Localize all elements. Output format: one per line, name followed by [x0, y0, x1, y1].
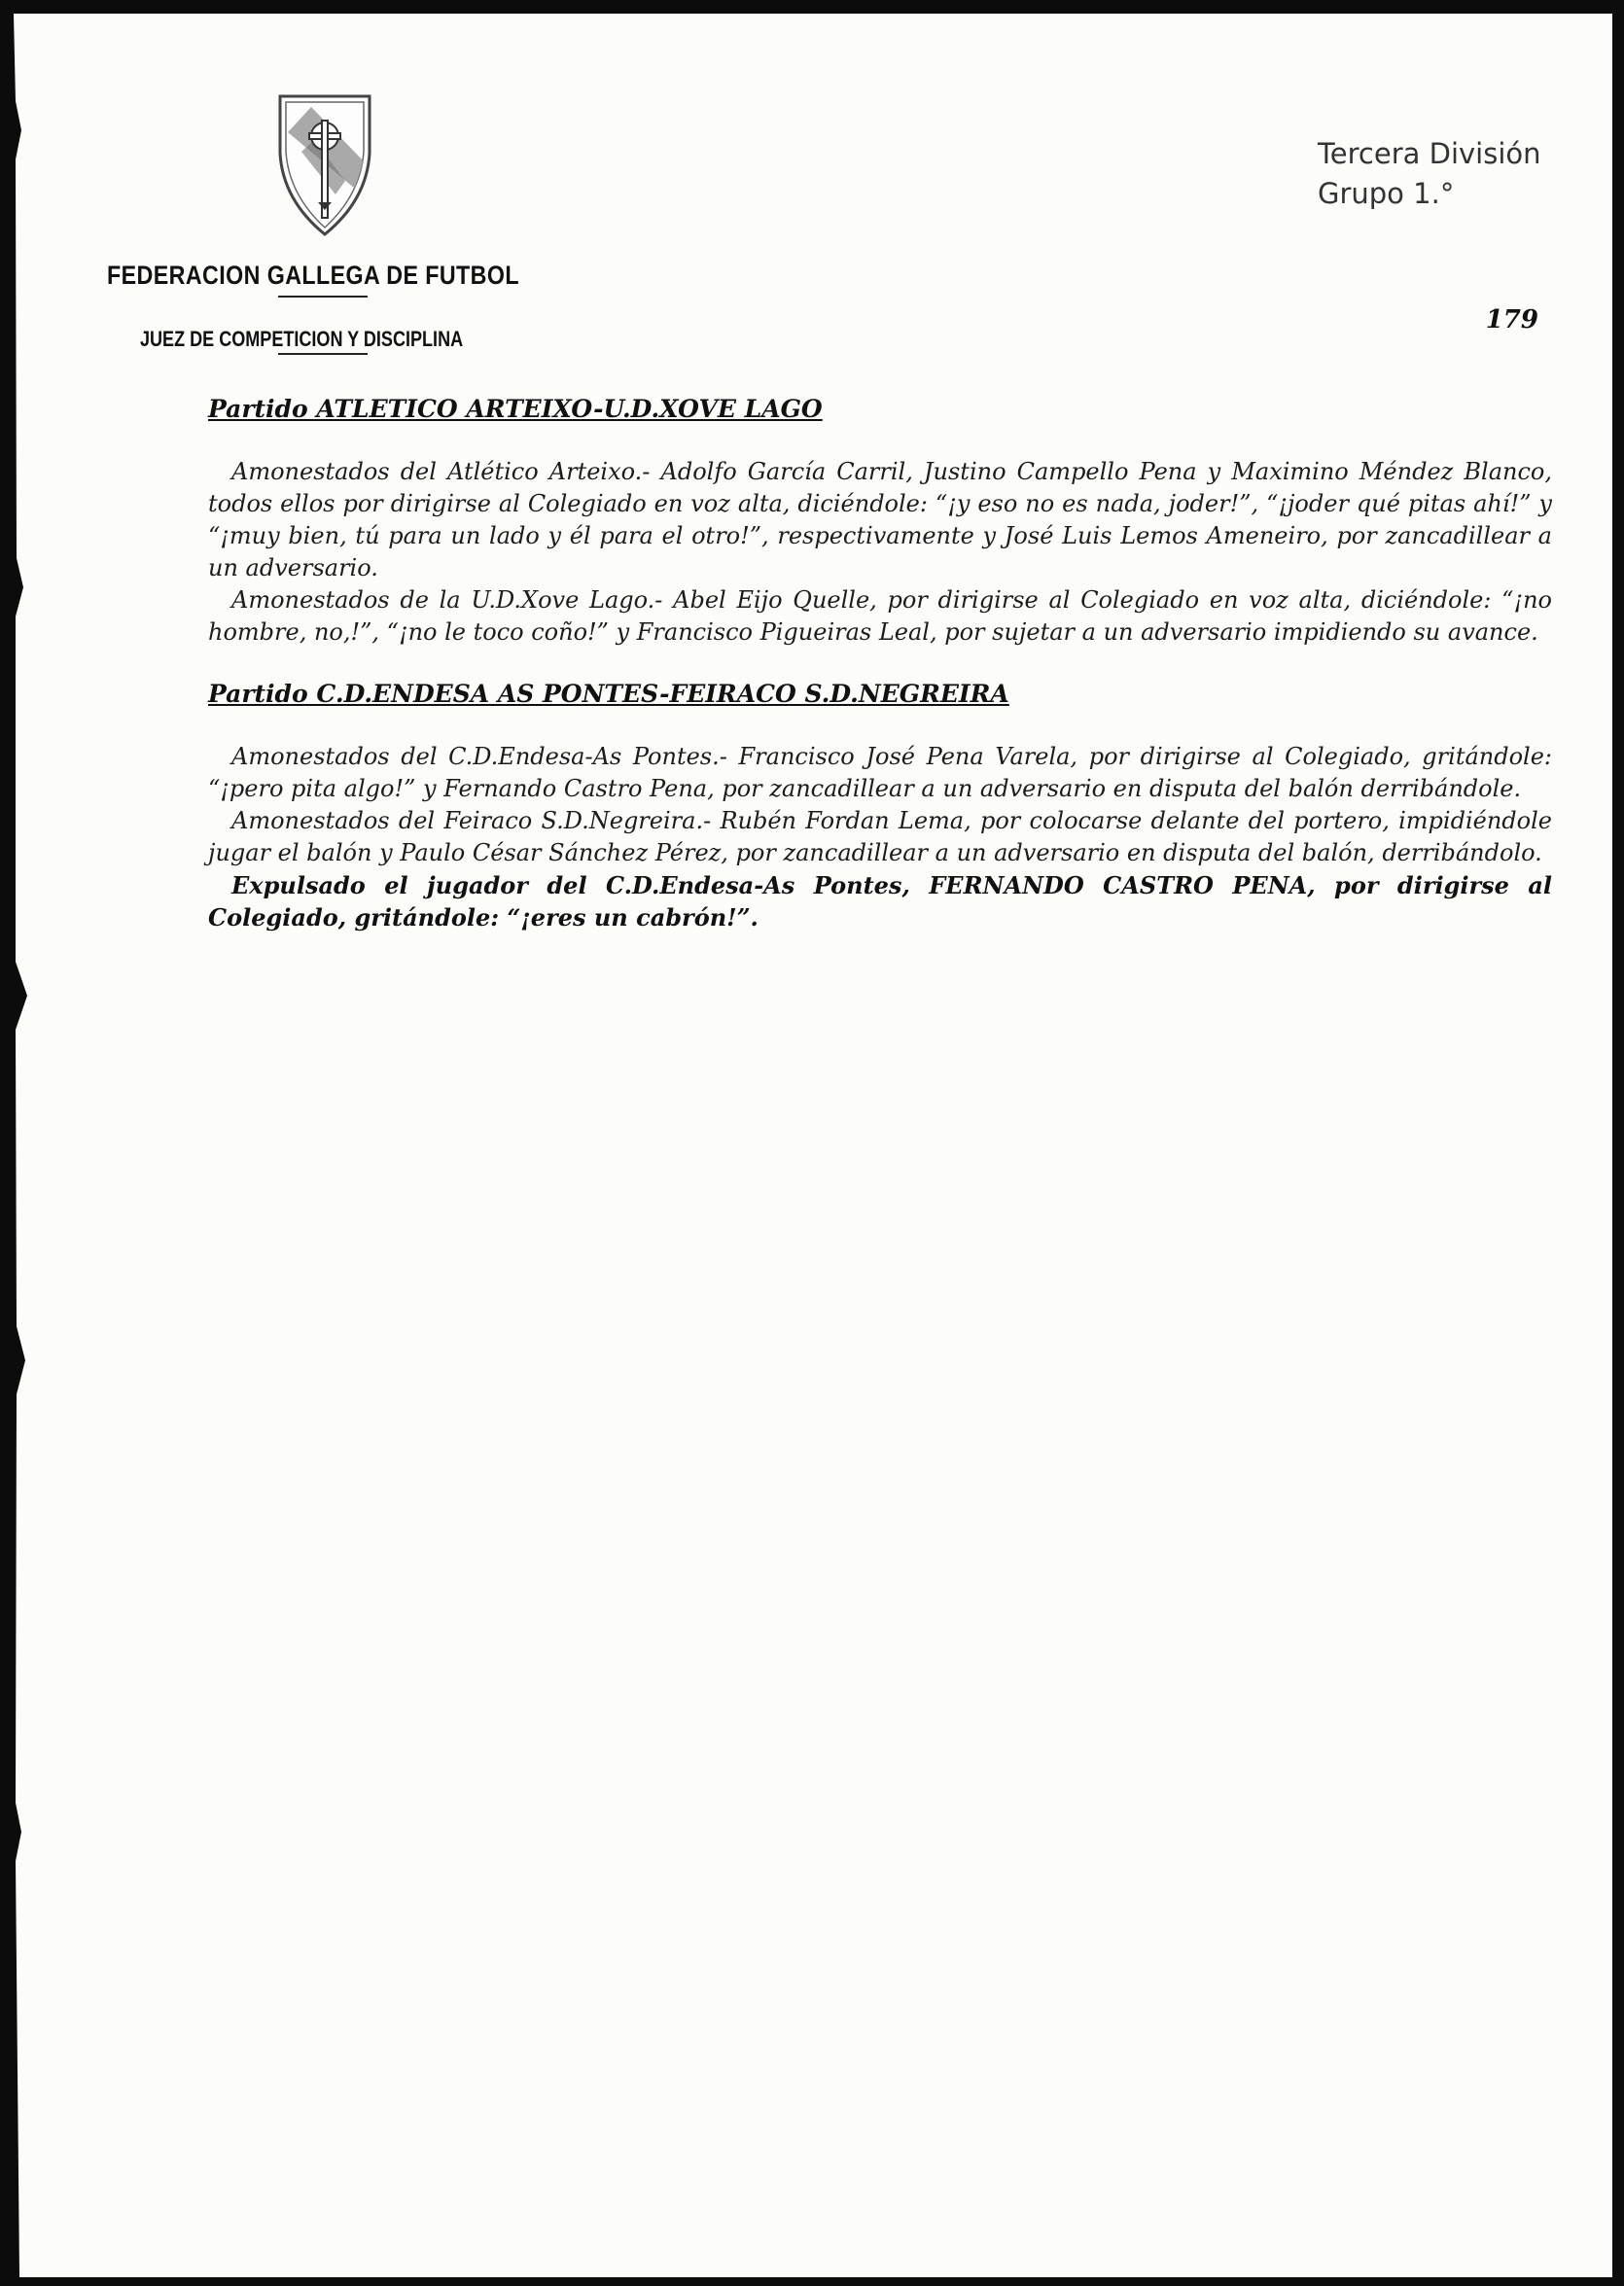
document-page — [14, 14, 1612, 2277]
sanction-paragraph: Amonestados del C.D.Endesa-As Pontes.- Francisco José Pena Varela, por dirigirse al Colegiado, gritándole: “¡pero pita algo!” y Fernando Castro Pena, por zancadillear a un adversario en disputa del balón derribándole. — [208, 743, 1552, 802]
sanction-paragraph: Amonestados del Feiraco S.D.Negreira.- Rubén Fordan Lema, por colocarse delante del portero, impidiéndole jugar el balón y Paulo César Sánchez Pérez, por zancadillear a un adversario en disputa del balón, derribándolo. — [208, 807, 1552, 866]
group-name: Grupo 1.° — [1318, 177, 1455, 210]
document-body — [208, 393, 1552, 963]
match-section — [208, 393, 1552, 649]
division-name: Tercera División — [1318, 137, 1541, 170]
sanction-paragraph: Amonestados de la U.D.Xove Lago.- Abel Eijo Quelle, por dirigirse al Colegiado en voz alta, diciéndole: “¡no hombre, no,!”, “¡no le toco coño!” y Francisco Pigueiras Leal, por sujetar a un adversario impidiendo su avance. — [208, 586, 1552, 646]
match-title: Partido ATLETICO ARTEIXO-U.D.XOVE LAGO — [208, 395, 823, 423]
division-label — [1318, 134, 1541, 214]
match-section — [208, 678, 1552, 933]
expulsion-paragraph: Expulsado el jugador del C.D.Endesa-As Pontes, FERNANDO CASTRO PENA, por dirigirse al Colegiado, gritándole: “¡eres un cabrón!”. — [208, 871, 1552, 932]
torn-paper-edge — [14, 14, 53, 2277]
header-divider-bottom — [278, 353, 368, 355]
header-divider-top — [278, 296, 368, 298]
federation-name: FEDERACION GALLEGA DE FUTBOL — [107, 261, 519, 290]
sanction-paragraph: Amonestados del Atlético Arteixo.- Adolfo García Carril, Justino Campello Pena y Maximino Méndez Blanco, todos ellos por dirigirse al Colegiado en voz alta, diciéndole: “¡y eso no es nada, joder!”, “¡joder qué pitas ahí!” y “¡muy bien, tú para un lado y él para el otro!”, respectivamente y José Luis Lemos Ameneiro, por zancadillear a un adversario. — [208, 458, 1552, 581]
committee-subtitle: JUEZ DE COMPETICION Y DISCIPLINA — [140, 327, 464, 351]
match-title: Partido C.D.ENDESA AS PONTES-FEIRACO S.D.NEGREIRA — [208, 680, 1009, 708]
page-number: 179 — [1485, 305, 1538, 334]
federation-shield-crest-icon — [277, 93, 372, 237]
